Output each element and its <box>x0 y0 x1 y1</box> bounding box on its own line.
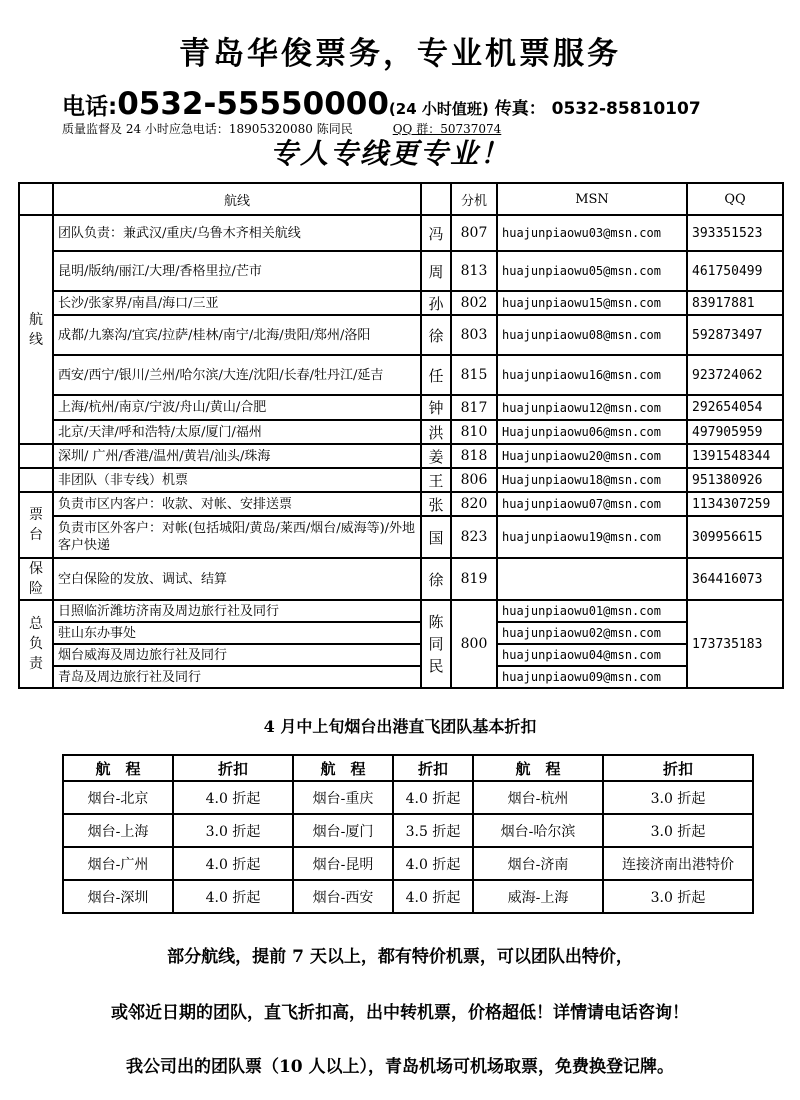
route-cell: 深圳/ 广州/香港/温州/黄岩/汕头/珠海 <box>53 444 421 468</box>
qq-group: QQ 群：50737074 <box>392 122 502 136</box>
phone-line <box>62 86 782 122</box>
discount-header-row <box>63 755 753 781</box>
table-row <box>19 644 783 666</box>
msn-cell: huajunpiaowu09@msn.com <box>497 666 687 688</box>
table-row <box>19 291 783 315</box>
ext-cell: 806 <box>451 468 497 492</box>
discount-cell: 3.0 折起 <box>603 814 753 847</box>
ext-cell: 815 <box>451 355 497 395</box>
phone-number: 0532-55550000 <box>117 86 389 122</box>
name-cell: 周 <box>421 251 451 291</box>
ext-cell: 818 <box>451 444 497 468</box>
table-row <box>63 781 753 814</box>
msn-cell: huajunpiaowu08@msn.com <box>497 315 687 355</box>
msn-cell <box>497 558 687 600</box>
route-cell: 烟台-厦门 <box>293 814 393 847</box>
route-cell: 烟台-济南 <box>473 847 603 880</box>
route-cell: 负责市区内客户：收款、对帐、安排送票 <box>53 492 421 516</box>
table-row <box>19 420 783 444</box>
qq-cell: 592873497 <box>687 315 783 355</box>
table-row <box>19 215 783 251</box>
table-row <box>63 814 753 847</box>
ext-cell: 807 <box>451 215 497 251</box>
corner-cell <box>19 183 53 215</box>
name-cell: 王 <box>421 468 451 492</box>
name-cell: 陈同民 <box>421 600 451 688</box>
route-cell: 日照临沂潍坊济南及周边旅行社及同行 <box>53 600 421 622</box>
name-cell: 钟 <box>421 395 451 420</box>
discount-cell: 3.0 折起 <box>603 781 753 814</box>
table-row <box>19 468 783 492</box>
route-cell: 威海-上海 <box>473 880 603 913</box>
route-cell: 北京/天津/呼和浩特/太原/厦门/福州 <box>53 420 421 444</box>
route-cell: 驻山东办事处 <box>53 622 421 644</box>
section-zongfuze: 总负责 <box>19 600 53 688</box>
table-row <box>19 444 783 468</box>
table-row <box>63 880 753 913</box>
header-discount: 折扣 <box>173 755 293 781</box>
header-discount: 折扣 <box>603 755 753 781</box>
discount-cell: 4.0 折起 <box>393 880 473 913</box>
section-hangxian: 航线 <box>19 215 53 444</box>
qq-cell: 923724062 <box>687 355 783 395</box>
table-row <box>19 355 783 395</box>
section-piaotai: 票台 <box>19 492 53 558</box>
route-cell: 空白保险的发放、调试、结算 <box>53 558 421 600</box>
table-row <box>19 600 783 622</box>
qq-cell: 497905959 <box>687 420 783 444</box>
qq-cell: 1391548344 <box>687 444 783 468</box>
msn-cell: huajunpiaowu04@msn.com <box>497 644 687 666</box>
table-row <box>19 251 783 291</box>
ext-cell: 813 <box>451 251 497 291</box>
route-cell: 烟台-深圳 <box>63 880 173 913</box>
fax-number: 传真： 0532-85810107 <box>494 99 701 119</box>
phone-note: (24 小时值班) <box>388 100 489 118</box>
ext-cell: 819 <box>451 558 497 600</box>
section-blank <box>19 468 53 492</box>
table-row <box>19 622 783 644</box>
discount-cell: 4.0 折起 <box>173 847 293 880</box>
name-cell: 孙 <box>421 291 451 315</box>
discount-cell: 4.0 折起 <box>393 847 473 880</box>
phone-label: 电话: <box>62 94 118 120</box>
ext-cell: 820 <box>451 492 497 516</box>
msn-cell: huajunpiaowu02@msn.com <box>497 622 687 644</box>
ext-cell: 823 <box>451 516 497 558</box>
route-cell: 烟台-重庆 <box>293 781 393 814</box>
qq-cell: 83917881 <box>687 291 783 315</box>
qq-cell: 364416073 <box>687 558 783 600</box>
name-cell: 国 <box>421 516 451 558</box>
route-cell: 烟台-哈尔滨 <box>473 814 603 847</box>
msn-cell: huajunpiaowu01@msn.com <box>497 600 687 622</box>
table-row <box>19 516 783 558</box>
qq-cell: 292654054 <box>687 395 783 420</box>
qq-cell: 951380926 <box>687 468 783 492</box>
msn-cell: huajunpiaowu05@msn.com <box>497 251 687 291</box>
name-cell: 徐 <box>421 315 451 355</box>
header-route: 航 程 <box>293 755 393 781</box>
route-cell: 团队负责：兼武汉/重庆/乌鲁木齐相关航线 <box>53 215 421 251</box>
ext-cell: 817 <box>451 395 497 420</box>
header-route: 航线 <box>53 183 421 215</box>
monitor-text: 质量监督及 24 小时应急电话：18905320080 陈同民 <box>62 122 353 136</box>
route-cell: 烟台-杭州 <box>473 781 603 814</box>
table-row <box>19 492 783 516</box>
discount-cell: 3.0 折起 <box>603 880 753 913</box>
route-cell: 非团队（非专线）机票 <box>53 468 421 492</box>
route-cell: 烟台-北京 <box>63 781 173 814</box>
msn-cell: huajunpiaowu03@msn.com <box>497 215 687 251</box>
header-ext: 分机 <box>451 183 497 215</box>
route-cell: 烟台-昆明 <box>293 847 393 880</box>
section-baoxian: 保险 <box>19 558 53 600</box>
ext-cell: 800 <box>451 600 497 688</box>
name-cell: 姜 <box>421 444 451 468</box>
slogan: 专人专线更专业！ <box>270 137 511 170</box>
table-row <box>19 395 783 420</box>
ext-cell: 802 <box>451 291 497 315</box>
msn-cell: huajunpiaowu07@msn.com <box>497 492 687 516</box>
discount-table <box>62 754 754 914</box>
discount-cell: 3.0 折起 <box>173 814 293 847</box>
msn-cell: huajunpiaowu12@msn.com <box>497 395 687 420</box>
route-cell: 长沙/张家界/南昌/海口/三亚 <box>53 291 421 315</box>
table-row <box>63 847 753 880</box>
ext-cell: 810 <box>451 420 497 444</box>
route-cell: 烟台-西安 <box>293 880 393 913</box>
qq-cell: 461750499 <box>687 251 783 291</box>
header-name <box>421 183 451 215</box>
ext-cell: 803 <box>451 315 497 355</box>
route-cell: 烟台威海及周边旅行社及同行 <box>53 644 421 666</box>
note-line-3: 我公司出的团队票（10 人以上），青岛机场可机场取票，免费换登记牌。 <box>125 1057 675 1077</box>
route-cell: 烟台-广州 <box>63 847 173 880</box>
qq-cell: 173735183 <box>687 600 783 688</box>
note-line-1: 部分航线，提前 7 天以上，都有特价机票，可以团队出特价， <box>167 947 633 967</box>
msn-cell: Huajunpiaowu06@msn.com <box>497 420 687 444</box>
name-cell: 冯 <box>421 215 451 251</box>
discount-title: 4 月中上旬烟台出港直飞团队基本折扣 <box>263 717 537 736</box>
discount-cell: 4.0 折起 <box>173 781 293 814</box>
msn-cell: huajunpiaowu16@msn.com <box>497 355 687 395</box>
route-cell: 成都/九寨沟/宜宾/拉萨/桂林/南宁/北海/贵阳/郑州/洛阳 <box>53 315 421 355</box>
table-row <box>19 558 783 600</box>
table-row <box>19 315 783 355</box>
name-cell: 洪 <box>421 420 451 444</box>
msn-cell: huajunpiaowu19@msn.com <box>497 516 687 558</box>
route-cell: 青岛及周边旅行社及同行 <box>53 666 421 688</box>
msn-cell: Huajunpiaowu20@msn.com <box>497 444 687 468</box>
msn-cell: huajunpiaowu15@msn.com <box>497 291 687 315</box>
route-cell: 西安/西宁/银川/兰州/哈尔滨/大连/沈阳/长春/牡丹江/延吉 <box>53 355 421 395</box>
discount-cell: 3.5 折起 <box>393 814 473 847</box>
name-cell: 徐 <box>421 558 451 600</box>
route-cell: 负责市区外客户：对帐(包括城阳/黄岛/莱西/烟台/威海等)/外地客户快递 <box>53 516 421 558</box>
table-row <box>19 666 783 688</box>
qq-cell: 1134307259 <box>687 492 783 516</box>
discount-cell: 4.0 折起 <box>393 781 473 814</box>
section-blank <box>19 444 53 468</box>
qq-cell: 393351523 <box>687 215 783 251</box>
route-cell: 上海/杭州/南京/宁波/舟山/黄山/合肥 <box>53 395 421 420</box>
route-cell: 昆明/版纳/丽江/大理/香格里拉/芒市 <box>53 251 421 291</box>
discount-cell: 连接济南出港特价 <box>603 847 753 880</box>
route-cell: 烟台-上海 <box>63 814 173 847</box>
qq-cell: 309956615 <box>687 516 783 558</box>
header-route: 航 程 <box>63 755 173 781</box>
page-title: 青岛华俊票务，专业机票服务 <box>179 36 621 72</box>
msn-cell: Huajunpiaowu18@msn.com <box>497 468 687 492</box>
table-header-row <box>19 183 783 215</box>
contact-table <box>18 182 784 689</box>
name-cell: 任 <box>421 355 451 395</box>
header-msn: MSN <box>497 183 687 215</box>
note-line-2: 或邻近日期的团队，直飞折扣高，出中转机票，价格超低！详情请电话咨询！ <box>111 1003 689 1023</box>
header-discount: 折扣 <box>393 755 473 781</box>
discount-cell: 4.0 折起 <box>173 880 293 913</box>
name-cell: 张 <box>421 492 451 516</box>
header-route: 航 程 <box>473 755 603 781</box>
header-qq: QQ <box>687 183 783 215</box>
